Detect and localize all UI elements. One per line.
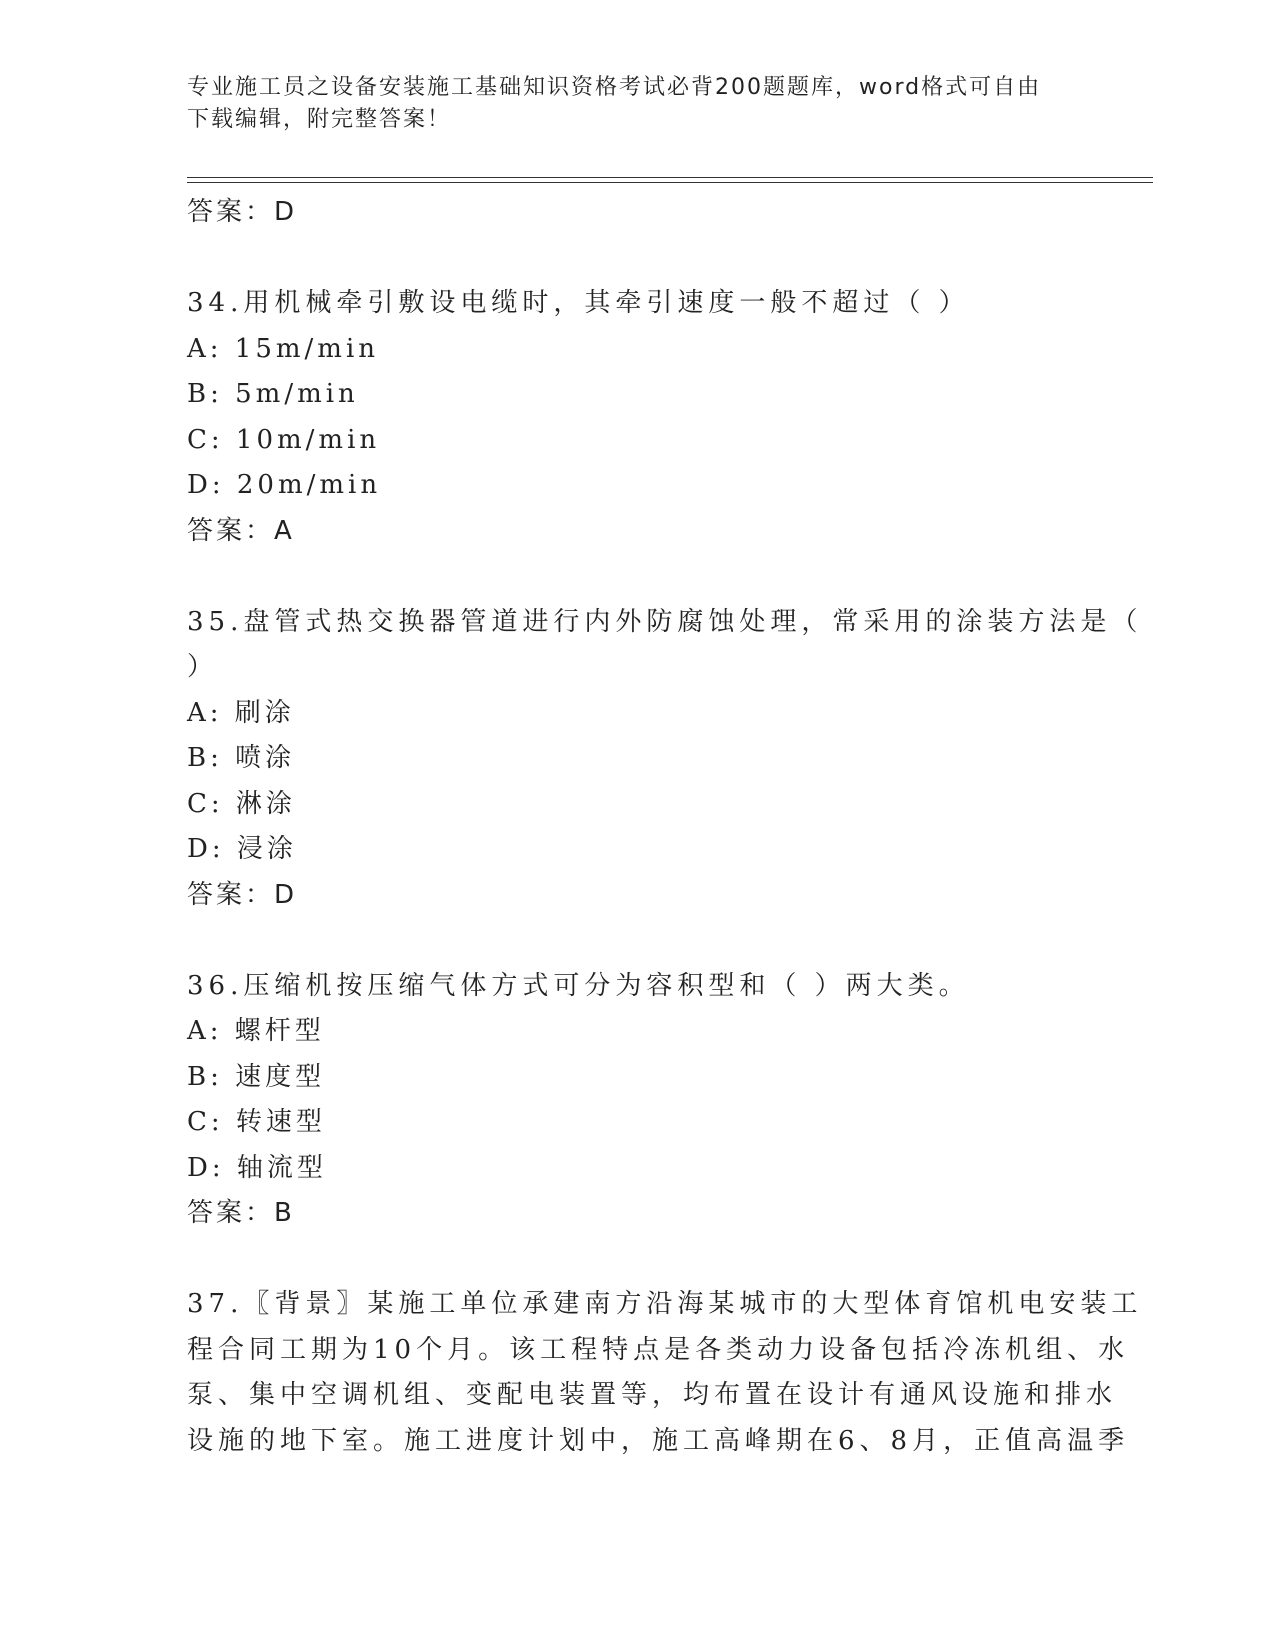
answer-line: 答案：A [187,515,295,546]
question-stem: 36.压缩机按压缩气体方式可分为容积型和（ ）两大类。 [187,970,970,1001]
header-divider-bottom [187,182,1153,183]
question-stem: 34.用机械牵引敷设电缆时，其牵引速度一般不超过（ ） [187,288,970,318]
question-text-line-2: 程合同工期为10个月。该工程特点是各类动力设备包括冷冻机组、水 [187,1334,1130,1365]
option-a: A: 螺杆型 [187,1016,325,1046]
answer-line: 答案：D [187,879,298,910]
document-body [187,190,1143,1464]
option-c: C: 10m/min [187,424,381,455]
spacer [187,1237,1087,1283]
option-d: D: 轴流型 [187,1152,327,1183]
answer-line: 答案：D [187,197,298,227]
option-b: B: 5m/min [187,379,359,409]
answer-line: 答案：B [187,1198,295,1228]
option-d: D: 20m/min [187,470,382,500]
option-b: B: 速度型 [187,1061,326,1092]
question-37 [187,1282,1143,1464]
header-line-2: 下载编辑，附完整答案！ [187,107,452,132]
header-divider-top [187,177,1153,178]
option-c: C: 淋涂 [187,788,296,819]
question-35 [187,600,1143,919]
question-34 [187,281,1087,554]
question-text-line-1: 37.〖背景〗某施工单位承建南方沿海某城市的大型体育馆机电安装工 [187,1289,1143,1319]
document-header [187,72,1067,136]
spacer [187,554,1087,600]
question-stem: 35.盘管式热交换器管道进行内外防腐蚀处理，常采用的涂装方法是（ [187,606,1143,637]
question-stem-continued: ） [187,652,219,682]
option-a: A: 刷涂 [187,697,295,728]
question-text-line-3: 泵、集中空调机组、变配电装置等，均布置在设计有通风设施和排水 [187,1380,1118,1410]
option-d: D: 浸涂 [187,834,297,864]
spacer [187,236,1087,282]
option-b: B: 喷涂 [187,743,296,773]
header-line-1: 专业施工员之设备安装施工基础知识资格考试必背200题题库，word格式可自由 [187,75,1042,100]
question-36 [187,964,1087,1237]
spacer [187,918,1087,964]
question-text-line-4: 设施的地下室。施工进度计划中，施工高峰期在6、8月，正值高温季 [187,1425,1130,1456]
option-c: C: 转速型 [187,1107,326,1137]
option-a: A: 15m/min [187,333,380,364]
